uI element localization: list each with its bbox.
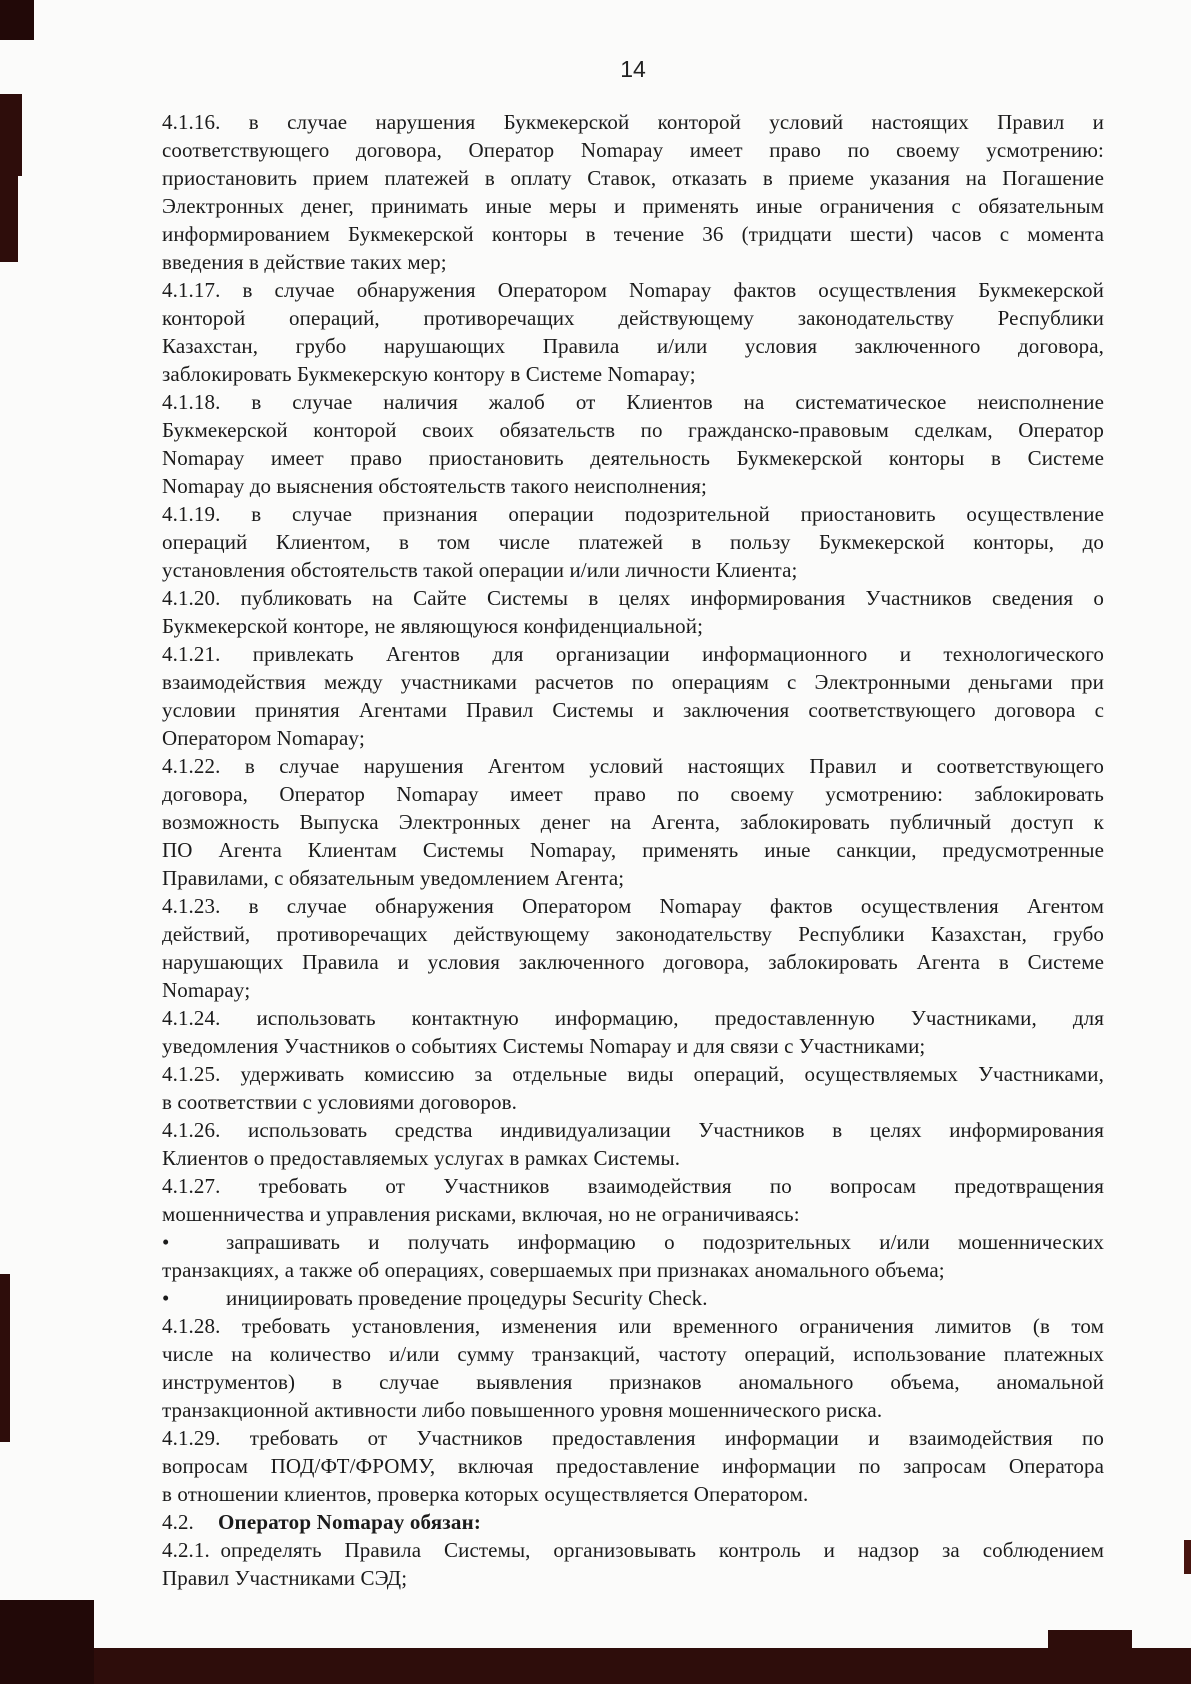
text-line: заблокировать Букмекерскую контору в Системе Nomapay; bbox=[162, 362, 696, 386]
text-line: введения в действие таких мер; bbox=[162, 250, 447, 274]
text-line: 4.1.21. привлекать Агентов для организации информационного и технологического bbox=[162, 642, 1104, 666]
text-line: нарушающих Правила и условия заключенного договора, заблокировать Агента в Системе bbox=[162, 950, 1104, 974]
text-line: Букмекерской конторе, не являющуюся конфиденциальной; bbox=[162, 614, 704, 638]
section-number: 4.2. bbox=[162, 1510, 194, 1534]
text-line: • инициировать проведение процедуры Security Check. bbox=[162, 1286, 708, 1310]
text-line: Электронных денег, принимать иные меры и применять иные ограничения с обязательным bbox=[162, 194, 1104, 218]
text-line: 4.1.24. использовать контактную информацию, предоставленную Участниками, для bbox=[162, 1006, 1104, 1030]
bullet-icon: • bbox=[162, 1230, 170, 1254]
text-line: 4.1.27. требовать от Участников взаимодействия по вопросам предотвращения bbox=[162, 1174, 1104, 1198]
text-line: конторой операций, противоречащих действующему законодательству Республики bbox=[162, 306, 1104, 330]
text-line: инструментов) в случае выявления признаков аномального объема, аномальной bbox=[162, 1370, 1104, 1394]
scan-artifact-left-strip-upper bbox=[0, 94, 22, 176]
text-line: • запрашивать и получать информацию о подозрительных и/или мошеннических bbox=[162, 1230, 1104, 1254]
text-line: возможность Выпуска Электронных денег на Агента, заблокировать публичный доступ к bbox=[162, 810, 1104, 834]
text-line: соответствующего договора, Оператор Nomapay имеет право по своему усмотрению: bbox=[162, 138, 1104, 162]
text-line: 4.1.18. в случае наличия жалоб от Клиентов на систематическое неисполнение bbox=[162, 390, 1104, 414]
text-line: приостановить прием платежей в оплату Ставок, отказать в приеме указания на Погашение bbox=[162, 166, 1104, 190]
text-line: 4.1.20. публиковать на Сайте Системы в целях информирования Участников сведения о bbox=[162, 586, 1104, 610]
page-number: 14 bbox=[620, 56, 646, 82]
text-line: 4.1.19. в случае признания операции подозрительной приостановить осуществление bbox=[162, 502, 1104, 526]
text-line: действий, противоречащих действующему законодательству Республики Казахстан, грубо bbox=[162, 922, 1104, 946]
scan-artifact-right-nub bbox=[1184, 1540, 1191, 1574]
text-line: Nomapay до выяснения обстоятельств такого неисполнения; bbox=[162, 474, 707, 498]
bullet-icon: • bbox=[162, 1286, 170, 1310]
text-line: транзакционной активности либо повышенного уровня мошеннического риска. bbox=[162, 1398, 883, 1422]
text-line: 4.2.1. определять Правила Системы, организовывать контроль и надзор за соблюдением bbox=[162, 1538, 1104, 1562]
text-line: Nomapay имеет право приостановить деятельность Букмекерской конторы в Системе bbox=[162, 446, 1104, 470]
scan-artifact-bottom-bar bbox=[0, 1648, 1191, 1684]
text-line: в соответствии с условиями договоров. bbox=[162, 1090, 517, 1114]
text-line: числе на количество и/или сумму транзакций, частоту операций, использование платежных bbox=[162, 1342, 1104, 1366]
text-line: информированием Букмекерской конторы в течение 36 (тридцати шести) часов с момента bbox=[162, 222, 1104, 246]
text-line: условии принятия Агентами Правил Системы и заключения соответствующего договора с bbox=[162, 698, 1104, 722]
text-line: мошенничества и управления рисками, включая, но не ограничиваясь: bbox=[162, 1202, 800, 1226]
text-line: 4.1.29. требовать от Участников предоставления информации и взаимодействия по bbox=[162, 1426, 1104, 1450]
content-area bbox=[162, 108, 1104, 1592]
scan-artifact-corner-top-left bbox=[0, 0, 34, 40]
text-line: 4.1.16. в случае нарушения Букмекерской конторой условий настоящих Правил и bbox=[162, 110, 1104, 134]
text-line: договора, Оператор Nomapay имеет право по своему усмотрению: заблокировать bbox=[162, 782, 1104, 806]
text-line: Букмекерской конторой своих обязательств по гражданско-правовым сделкам, Оператор bbox=[162, 418, 1104, 442]
text-line: 4.1.28. требовать установления, изменения или временного ограничения лимитов (в том bbox=[162, 1314, 1104, 1338]
text-line: Правилами, с обязательным уведомлением Агента; bbox=[162, 866, 625, 890]
scan-artifact-left-strip-lower bbox=[0, 176, 18, 262]
text-line: вопросам ПОД/ФТ/ФРОМУ, включая предоставление информации по запросам Оператора bbox=[162, 1454, 1104, 1478]
scan-artifact-bottom-bump bbox=[1048, 1630, 1132, 1684]
text-line: 4.1.22. в случае нарушения Агентом условий настоящих Правил и соответствующего bbox=[162, 754, 1104, 778]
text-line: Правил Участниками СЭД; bbox=[162, 1566, 408, 1590]
text-line: уведомления Участников о событиях Системы Nomapay и для связи с Участниками; bbox=[162, 1034, 926, 1058]
section-heading bbox=[162, 1508, 1104, 1536]
text-line: 4.1.26. использовать средства индивидуализации Участников в целях информирования bbox=[162, 1118, 1104, 1142]
text-line: 4.1.17. в случае обнаружения Оператором Nomapay фактов осуществления Букмекерской bbox=[162, 278, 1104, 302]
scan-artifact-bottom-left-block bbox=[0, 1600, 94, 1684]
text-line: Казахстан, грубо нарушающих Правила и/или условия заключенного договора, bbox=[162, 334, 1104, 358]
text-line: Клиентов о предоставляемых услугах в рамках Системы. bbox=[162, 1146, 681, 1170]
text-line: транзакциях, а также об операциях, совершаемых при признаках аномального объема; bbox=[162, 1258, 945, 1282]
text-line: операций Клиентом, в том числе платежей в пользу Букмекерской конторы, до bbox=[162, 530, 1104, 554]
text-line: 4.1.23. в случае обнаружения Оператором Nomapay фактов осуществления Агентом bbox=[162, 894, 1104, 918]
text-line: Оператором Nomapay; bbox=[162, 726, 365, 750]
scan-artifact-left-thin-strip bbox=[0, 1274, 10, 1442]
text-line: ПО Агента Клиентам Системы Nomapay, применять иные санкции, предусмотренные bbox=[162, 838, 1104, 862]
text-line: взаимодействия между участниками расчетов по операциям с Электронными деньгами при bbox=[162, 670, 1104, 694]
section-title: Оператор Nomapay обязан: bbox=[218, 1510, 482, 1534]
text-line: Nomapay; bbox=[162, 978, 251, 1002]
text-line: в отношении клиентов, проверка которых осуществляется Оператором. bbox=[162, 1482, 809, 1506]
text-line: 4.1.25. удерживать комиссию за отдельные виды операций, осуществляемых Участниками, bbox=[162, 1062, 1104, 1086]
text-line: установления обстоятельств такой операции и/или личности Клиента; bbox=[162, 558, 798, 582]
